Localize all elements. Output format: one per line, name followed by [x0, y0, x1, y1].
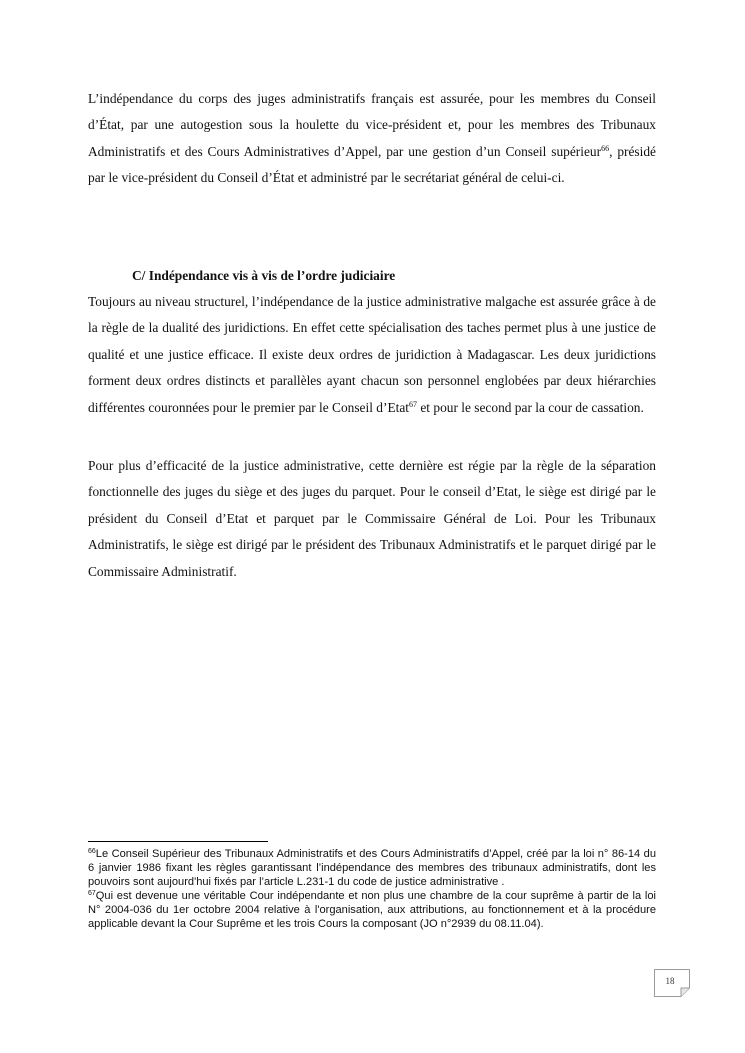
paragraph-text: et pour le second par la cour de cassation. [417, 399, 644, 415]
page-number: 18 [665, 976, 675, 986]
paragraph-functional-separation: Pour plus d’efficacité de la justice administrative, cette dernière est régie par la règle de la séparation fonctionnelle des juges du siège et des juges du parquet. Pour le conseil d’Etat, le siège est dirigé par le président du Conseil d’Etat et parquet par le Commissaire Général de Loi. Pour les Tribunaux Administratifs, le siège est dirigé par le président des Tribunaux Administratifs et le parquet dirigé par le Commissaire Administratif. [88, 458, 656, 579]
paragraph-text: Toujours au niveau structurel, l’indépendance de la justice administrative malgache est assurée grâce à de la règle de la dualité des juridictions. En effet cette spécialisation des taches permet plus à une justice de qualité et une justice efficace. Il existe deux ordres de juridiction à Madagascar. Les deux juridictions forment deux ordres distincts et parallèles ayant chacun son personnel englobées par deux hiérarchies différentes couronnées pour le premier par le Conseil d’Etat [88, 294, 656, 415]
paragraph-judges-independence [88, 86, 656, 192]
footnote-text: Le Conseil Supérieur des Tribunaux Administratifs et des Cours Administratifs d’Appel, créé par la loi n° 86-14 du 6 janvier 1986 fixant les règles garantissant l’indépendance des membres des tribunaux administratifs, dont les pouvoirs sont aujourd'hui fixés par l’article L.231-1 du code de justice administrative . [88, 848, 656, 888]
footnote-text: Qui est devenue une véritable Cour indépendante et non plus une chambre de la cour suprême à partir de la loi N° 2004-036 du 1er octobre 2004 relative à l'organisation, aux attributions, au fonctionnement et à la procédure applicable devant la Cour Suprême et les trois Cours la composant (JO n°2939 du 08.11.04). [88, 890, 656, 930]
paragraph-text: L’indépendance du corps des juges administratifs français est assurée, pour les membres du Conseil d’État, par une autogestion sous la houlette du vice-président et, pour les membres des Tribunaux Administratifs et des Cours Administratives d’Appel, par une gestion d’un Conseil supérieur [88, 91, 656, 159]
footnotes [88, 847, 656, 931]
footnote-number: 66 [88, 848, 96, 855]
footnote-ref-66[interactable]: 66 [601, 143, 610, 153]
footnote-ref-67[interactable]: 67 [409, 399, 418, 409]
page-number-badge [654, 969, 690, 997]
paragraph-text: , présidé par le vice-président du Conseil d’État et administré par le secrétariat général de celui-ci. [88, 143, 656, 186]
footnote-separator [88, 841, 268, 842]
paragraph-structural-independence [88, 289, 656, 421]
footnote-number: 67 [88, 890, 96, 897]
section-heading: C/ Indépendance vis à vis de l’ordre judiciaire [132, 268, 396, 283]
footnote-66 [88, 847, 656, 889]
footnote-67 [88, 889, 656, 931]
